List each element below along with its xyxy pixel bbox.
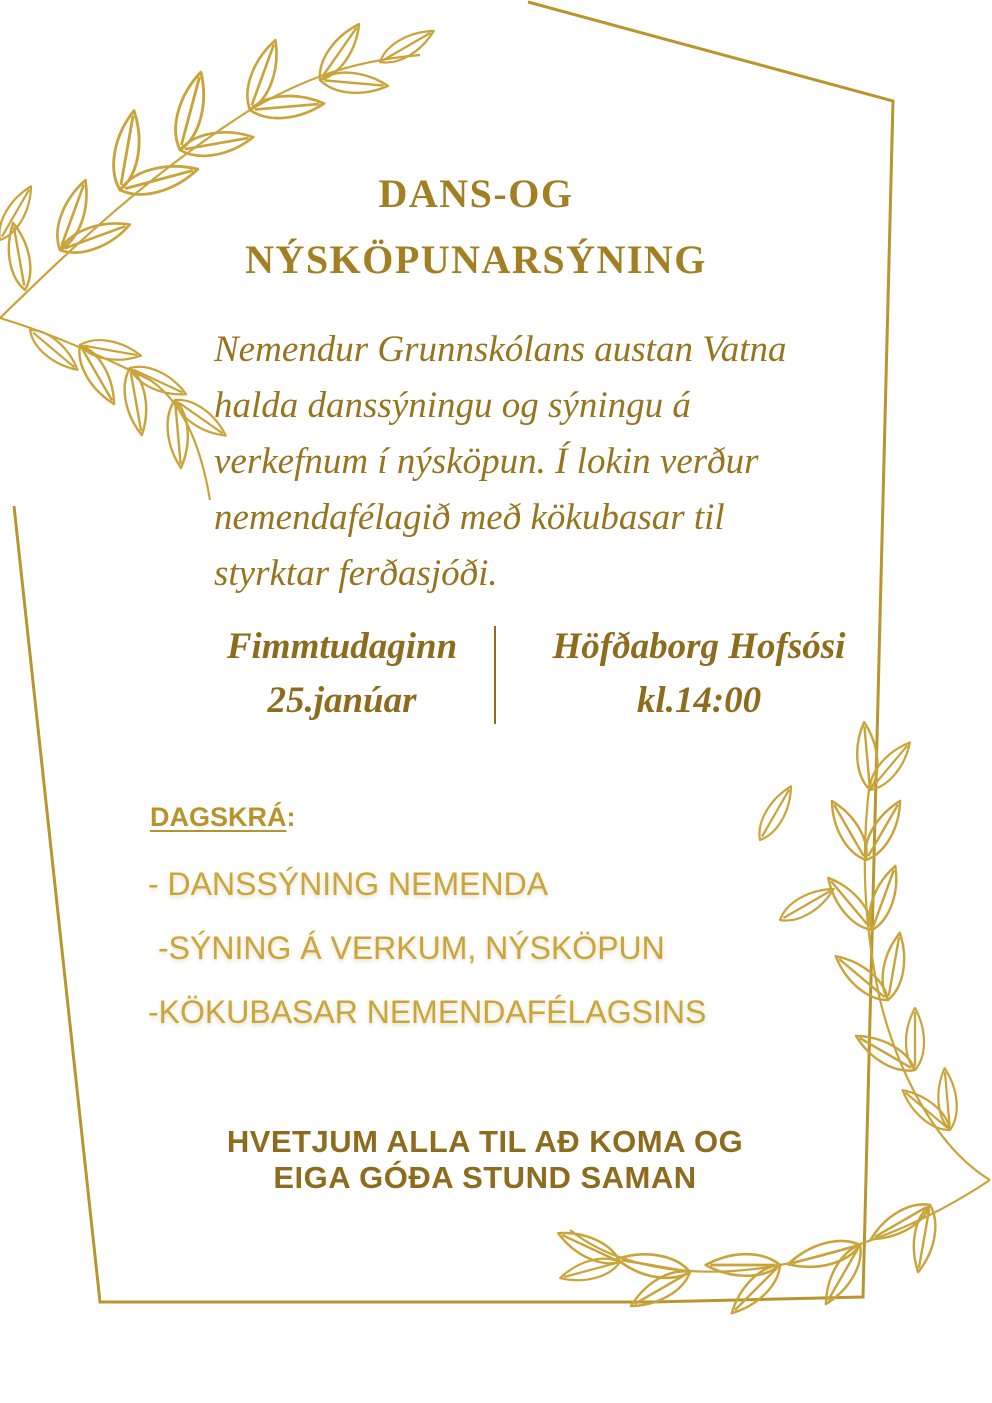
intro-line: nemendafélagið með kökubasar til [214, 497, 725, 538]
agenda-item: -KÖKUBASAR NEMENDAFÉLAGSINS [148, 994, 707, 1030]
agenda-heading-colon: : [286, 802, 296, 832]
title-line-2: NÝSKÖPUNARSÝNING [245, 237, 707, 282]
event-time: kl.14:00 [636, 680, 762, 721]
leaf-icon [906, 1008, 924, 1070]
intro-paragraph [214, 322, 904, 602]
closing-line-1: HVETJUM ALLA TIL AÐ KOMA OG [226, 1124, 744, 1159]
leaf-icon [785, 1235, 862, 1275]
agenda-heading-text: DAGSKRÁ [150, 802, 287, 832]
intro-line: verkefnum í nýsköpun. Í lokin verður [214, 441, 759, 482]
intro-line: Nemendur Grunnskólans austan Vatna [214, 329, 787, 370]
intro-line: halda danssýningu og sýningu á [214, 385, 691, 426]
leaf-icon [878, 931, 909, 1002]
event-date [196, 620, 488, 728]
leaf-icon [752, 782, 799, 845]
intro-line: styrktar ferðasjóði. [214, 553, 498, 594]
leaf-icon [249, 93, 325, 121]
leaf-icon [829, 949, 894, 1008]
event-place: Höfðaborg Hofsósi [552, 626, 846, 667]
leaf-icon [776, 881, 839, 928]
event-day: Fimmtudaginn [226, 626, 458, 667]
agenda-heading [150, 802, 296, 833]
leaf-icon [854, 721, 880, 791]
leaf-icon [851, 1027, 920, 1078]
leaf-icon [863, 863, 905, 934]
leaf-icon [319, 70, 389, 96]
agenda-item: - DANSSÝNING NEMENDA [148, 866, 549, 902]
title-line-1: DANS-OG [378, 171, 574, 216]
leaf-icon [178, 126, 255, 160]
event-date-value: 25.janúar [267, 680, 417, 721]
closing-line-2: EIGA GÓÐA STUND SAMAN [273, 1160, 697, 1195]
leaf-icon [24, 323, 83, 377]
leaf-icon [863, 737, 917, 796]
info-divider [494, 626, 496, 724]
agenda-item: -SÝNING Á VERKUM, NÝSKÖPUN [158, 930, 665, 966]
closing-message [180, 1124, 790, 1196]
event-venue [516, 620, 882, 728]
leaf-icon [376, 23, 439, 70]
leaf-icon [312, 18, 367, 85]
